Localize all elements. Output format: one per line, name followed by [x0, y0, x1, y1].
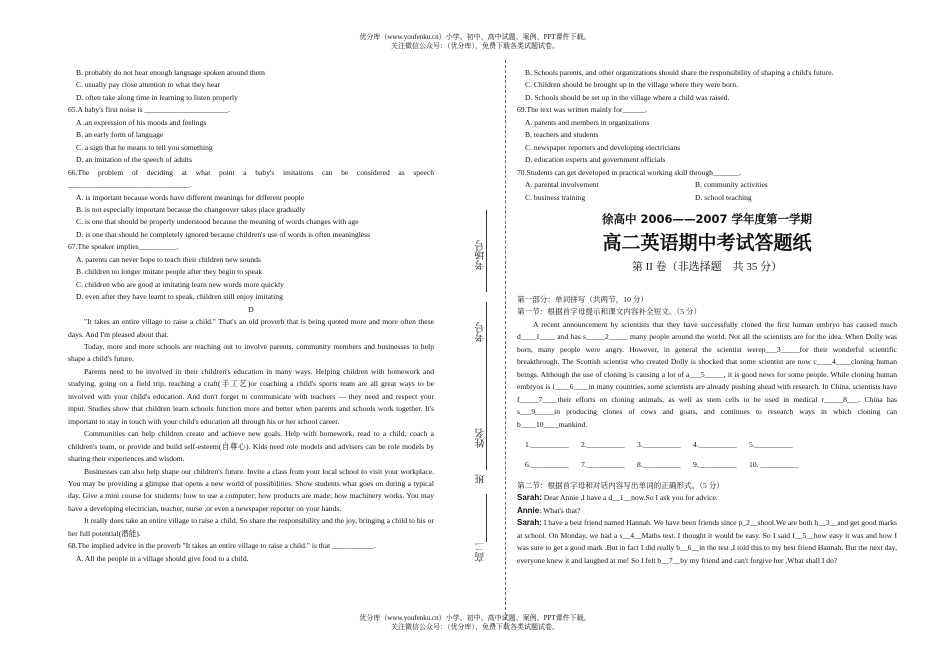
dialogue-line	[517, 517, 897, 567]
q70-option-d: D. school teaching	[695, 192, 752, 202]
q70-option-c: C. business training	[525, 192, 586, 202]
text-line: B. an early form of language	[76, 130, 164, 140]
section-subtitle: 第 II 卷（非选择题 共 35 分）	[631, 261, 783, 273]
dialogue-line	[517, 505, 897, 517]
text-line: A. parents and members in organizations	[525, 117, 650, 127]
text-line: D. even after they have learnt to speak, children still enjoy imitating	[76, 292, 283, 302]
text-line: 65.A baby's first noise is ______________________.	[68, 105, 230, 115]
text-line: B. children no longer imitate people after they begin to speak	[76, 267, 263, 277]
answer-blank: 7.__________	[581, 460, 625, 470]
text-line: 68.The implied advice in the proverb "It takes an entire village to raise a child." is that ___________.	[68, 541, 376, 551]
text-line: D	[248, 304, 254, 314]
text-line: "It takes an entire village to raise a child." That's an old proverb that is being quoted more and more often these days. And I'm pleased about that.	[68, 317, 434, 339]
text-line: A. is important because words have different meanings for different people	[76, 192, 305, 202]
text-line: D. education experts and government officials	[525, 155, 666, 165]
text-line: Businesses can also help shape our children's future. Invite a class from your local school to visit your workplace. You may be providing a glimpse that opens a new world of possibilities. Show students what goes on during a typical day. Give a mini course for students: how to use a computer; how products are made; how machinery works. You may have a developing electrician, teacher, nurse ,or even a newspaper reporter on your hands.	[68, 466, 434, 513]
text-line: D. Schools should be set up in the village where a child was raised.	[525, 92, 730, 102]
class-label: 班	[476, 474, 487, 484]
q70-option-a: A. parental involvement	[525, 180, 599, 190]
text-line: C. Children should be brought up in the village where they were born.	[525, 80, 738, 90]
text-line: 69.The text was written mainly for______.	[517, 105, 648, 115]
speaker-name: Annie	[517, 505, 540, 515]
cloze-passage: A recent announcement by scientists that they have successfully cloned the first human embryo has caused much d____1____ and has s_____2_____ many people around the world. Not all the scientists are for the idea. When Dolly was born, many people were angry. However, in general the scientist werep___3_____for their wonderful scientific breakthrough. The Scottish scientist who created Dolly is shocked that some scientist are now c____4____cloning human beings. Although the use of cloning is causing a lot of a___5_____, it is good news for some people. While cloning human embryos is i____6____in many countries, some scientists are already pushing ahead with research. In China, scientists have f_____7____their efforts on cloning animals, as well as stem cells to be used in medical r_____8___. China has s___9_____in producing clones of cows and goats, and continues to research ways in which cloning can b____10____mankind.	[517, 319, 897, 429]
speaker-name: Sarah:	[517, 518, 542, 528]
dialogue	[517, 492, 897, 567]
name-label: 姓名	[476, 428, 487, 448]
part1-body	[517, 294, 897, 567]
header-line1: 优分库（www.youfenku.cn）小学、初中、高中试题、案例、PPT课件下载。	[359, 33, 591, 41]
right-column-top	[517, 67, 897, 204]
text-line: D. an imitation of the speech of adults	[76, 155, 192, 165]
text-line: 67.The speaker implies__________.	[68, 242, 179, 252]
q70-options-row1	[517, 179, 897, 191]
text-line: C. children who are good at imitating learn new words more quickly	[76, 279, 284, 289]
answer-blank: 1.__________	[525, 439, 569, 449]
part1-heading: 第一部分：单词拼写（共两节，10 分）	[517, 295, 648, 304]
q70-options-row2	[517, 192, 897, 204]
text-line: It really does take an entire village to raise a child. So share the responsibility and the joy, bringing a child to his or her full potential(潜能).	[68, 516, 434, 538]
exam-number-label: 考号	[476, 322, 487, 342]
speaker-name: Sarah:	[517, 493, 542, 503]
text-line: A. All the people in a village should give food to a child.	[76, 553, 249, 563]
page-header	[0, 33, 950, 51]
answer-blank: 10. __________	[749, 460, 799, 470]
speaker-text: : What's that?	[539, 505, 581, 515]
exam-number-line	[486, 302, 487, 422]
text-line: B. probably do not hear enough language spoken around them	[76, 68, 265, 77]
answer-blank: 5.__________	[749, 439, 793, 449]
answer-blank: 8.__________	[637, 460, 681, 470]
grade-line	[486, 516, 487, 538]
text-line: Communities can help children create and achieve new goals. Help with homework, read to a child, coach a children's team, or provide and build self-esteem(自尊心). Kids need role models and advisers can be role models by sharing their experiences and wisdom.	[68, 429, 434, 464]
header-line2: 关注微信公众号：（优分库），免费下载各类试题试卷。	[391, 42, 559, 50]
text-line: Today, more and more schools are reaching out to involve parents, community members and businesses to help shape a child's future.	[68, 341, 434, 364]
answer-sheet-title: 高二英语期中考试答题纸	[602, 232, 812, 254]
text-line: Parents need to be involved in their children's education in many ways. Helping children with homework and studying, going on a field trip, teaching a craft(手工艺)or coaching a child's sports team are all great ways to be involved with your child's education. And don't forget to communicate with teachers — they need and respect your input. Studies show that children learn schools function more and better when parents and schools work together. It's important to stay in touch with your child's education all through his or her school career.	[68, 366, 434, 426]
text-line: B. teachers and students	[525, 130, 599, 140]
page-footer	[0, 614, 950, 632]
speaker-text: Dear Annie ,I have a d__1__now.So I ask you for advice.	[541, 493, 718, 503]
text-line: 70.Students can get developed in practical working skill through_______.	[517, 167, 742, 177]
text-line: B. is not especially important because the changeover takes place gradually	[76, 204, 306, 214]
text-line: B. Schools parents, and other organizations should share the responsibility of shaping a child's future.	[525, 68, 834, 77]
q70-option-b: B. community activities	[695, 180, 768, 190]
footer-line1: 优分库（www.youfenku.cn）小学、初中、高中试题、案例、PPT课件下载。	[359, 614, 591, 622]
answer-blank: 9.__________	[693, 460, 737, 470]
part1-section1-heading: 第一节：根据首字母提示和课文内容补全短文。（5 分）	[517, 307, 702, 317]
fold-line	[505, 60, 506, 625]
speaker-text: I have a best friend named Hannah. We have been friends since p_2__shool.We are both h__3__and get good marks at school. On Monday, we had a s__4__Maths test. I thought it would be easy. So I said I__5__how easy it was and how I was sure to get a good mark .But in fact I did really b__6__in the test ,I told this to my best friend Hannah. But the next day, everyone knew it and laughed at me! So I felt b__7__by my friend and can't forgive her ,What shall I do?	[517, 518, 897, 565]
text-line: A. parents can never hope to teach their children new sounds	[76, 254, 261, 264]
name-line	[486, 410, 487, 470]
school-title: 徐高中 2006——2007 学年度第一学期	[601, 212, 813, 226]
text-line: C. newspaper reporters and developing electricians	[525, 142, 681, 152]
text-line: C. is one that should be properly understood because the meaning of words changes with age	[76, 217, 359, 227]
exam-room-line	[486, 210, 487, 292]
text-line: D. often take along time in learning to listen properly	[76, 92, 238, 102]
text-line: C. usually pay close attention to what they hear	[76, 80, 221, 90]
text-line: D. is one that should be completely ignored because children's use of words is often meaningless	[76, 229, 371, 239]
part1-section2-heading: 第二节：根据首字母和对话内容写出单词的正确形式。（5 分）	[517, 480, 724, 490]
exam-room-label: 考场号	[476, 240, 487, 270]
answer-blank: 2.__________	[581, 439, 625, 449]
grade-label: 高二	[476, 542, 487, 562]
answer-blanks-row1	[517, 439, 897, 451]
text-line: C. a sign that he means to tell you something	[76, 142, 213, 152]
answer-blank: 3.__________	[637, 439, 681, 449]
text-line: A .an expression of his moods and feelings	[76, 117, 207, 127]
footer-line2: 关注微信公众号：（优分库），免费下载各类试题试卷。	[391, 623, 559, 631]
answer-blanks-row2	[517, 459, 897, 471]
answer-blank: 4.__________	[693, 439, 737, 449]
dialogue-line	[517, 492, 897, 504]
text-line: 66.The problem of deciding at what point a baby's imitations can be considered as speech ________________________________.	[68, 167, 434, 190]
left-column	[68, 67, 434, 565]
answer-blank: 6.__________	[525, 460, 569, 470]
